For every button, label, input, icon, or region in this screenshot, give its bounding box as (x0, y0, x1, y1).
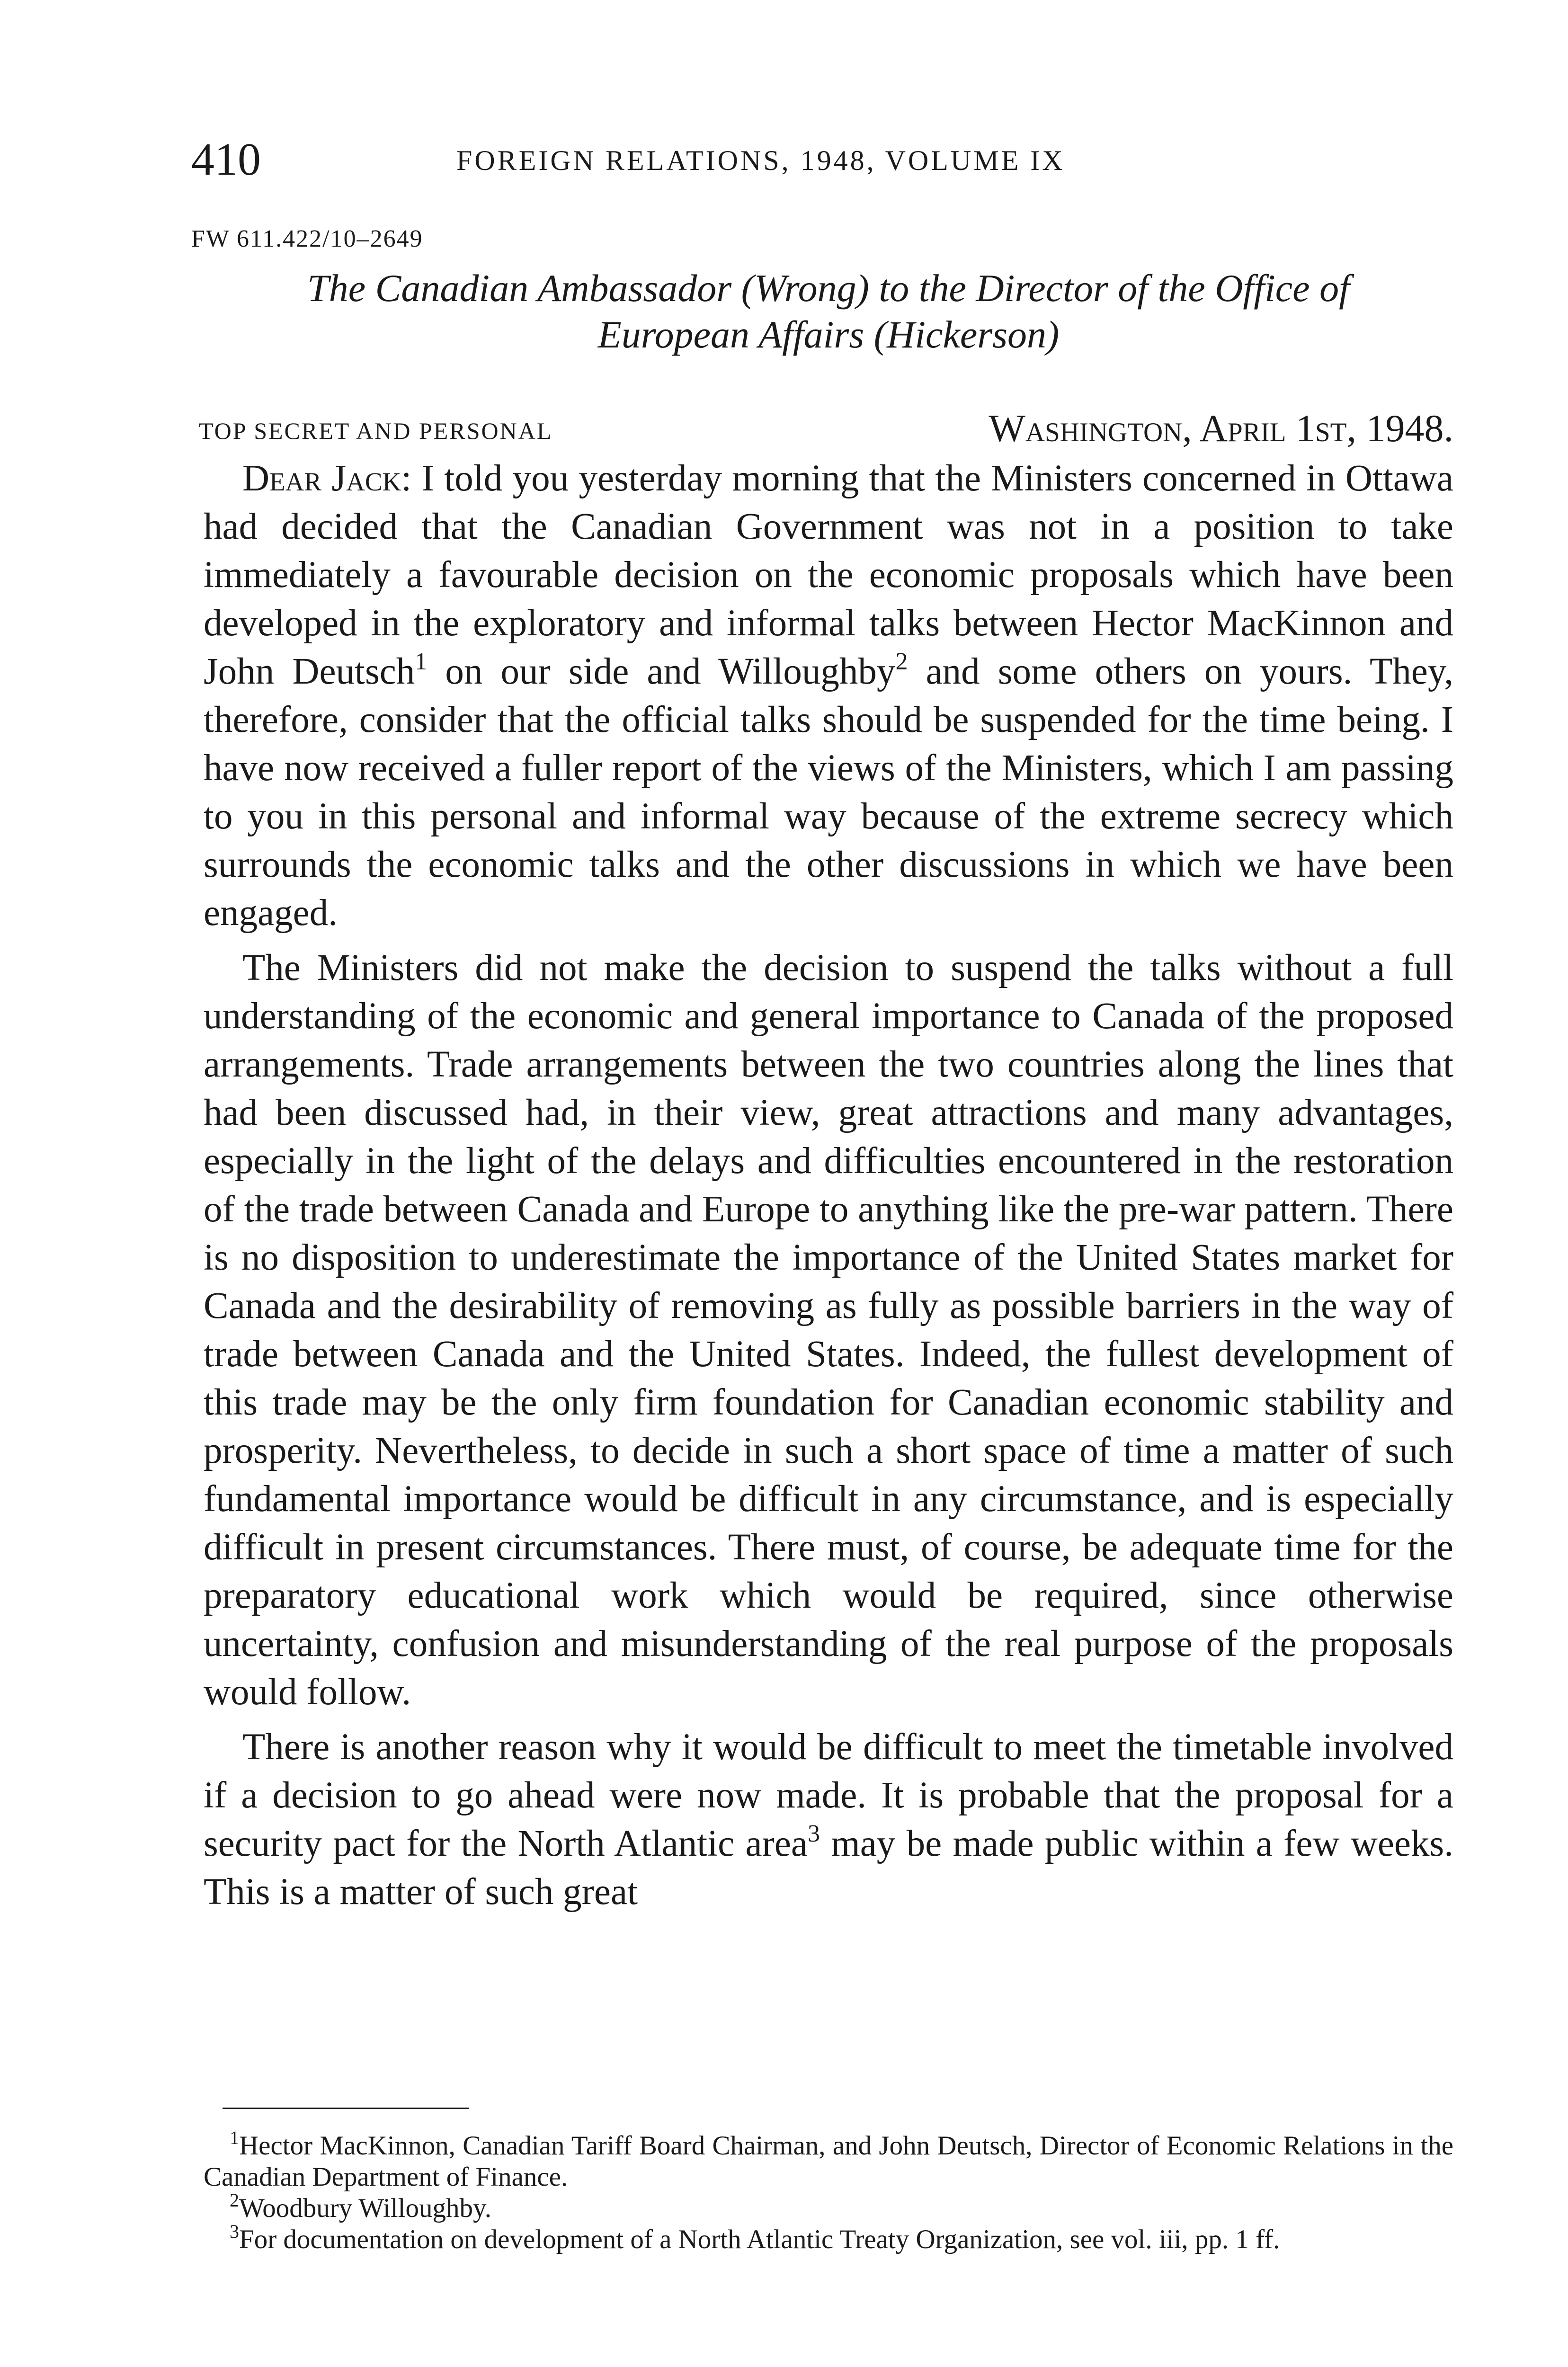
footnote-text: Hector MacKinnon, Canadian Tariff Board Chairman, and John Deutsch, Director of Economic Relations in the Canadian Department of Finance. (204, 2131, 1453, 2192)
footnote-number: 1 (230, 2127, 239, 2148)
paragraph-3 (204, 1723, 1453, 1916)
footnote (204, 2221, 1453, 2255)
running-head: FOREIGN RELATIONS, 1948, VOLUME IX (456, 145, 1065, 176)
footnote-text: For documentation on development of a North Atlantic Treaty Organization, see vol. iii, pp. 1 ff. (239, 2225, 1280, 2254)
classification-line (199, 405, 1453, 452)
footnote (204, 2189, 1453, 2224)
paragraph-3-text-b: may be made public within a few weeks. This is a matter of such great (204, 1823, 1453, 1913)
paragraph-1 (204, 454, 1453, 937)
page-header (191, 133, 1470, 186)
footnote-divider (223, 2108, 469, 2109)
document-title (204, 265, 1453, 358)
footnote-marker-2: 2 (895, 648, 908, 675)
paragraph-2: The Ministers did not make the decision to suspend the talks without a full understanding of the economic and general importance to Canada of the proposed arrangements. Trade arrangements between the two countries along the lines that had been discussed had, in their view, great attractions and many advantages, especially in the light of the delays and difficulties encountered in the restoration of the trade between Canada and Europe to anything like the pre-war pattern. There is no disposition to underestimate the importance of the United States market for Canada and the desirability of removing as fully as possible barriers in the way of trade between Canada and the United States. Indeed, the fullest development of this trade may be the only firm foundation for Canadian economic stability and prosperity. Nevertheless, to decide in such a short space of time a matter of such fundamental importance would be difficult in any circumstance, and is especially difficult in present circumstances. There must, of course, be adequate time for the preparatory educational work which would be required, since otherwise uncertainty, confusion and misunderstanding of the real purpose of the proposals would follow. (204, 947, 1453, 1713)
page-number: 410 (191, 134, 261, 185)
classification-label: TOP SECRET AND PERSONAL (199, 418, 553, 444)
letter-body (204, 454, 1453, 1916)
paragraph-1-text-c: and some others on yours. They, therefore, consider that the official talks should be suspended for the time being. I have now received a fuller report of the views of the Ministers, which I am passing to you in this personal and informal way because of the extreme secrecy which surrounds the economic talks and the other discussions in which we have been engaged. (204, 651, 1453, 934)
footnotes (204, 2127, 1453, 2255)
footnote-number: 3 (230, 2221, 239, 2242)
paragraph-1-text-b: on our side and Willoughby (427, 651, 896, 692)
document-title-line-2: European Affairs (Hickerson) (597, 313, 1060, 356)
footnote-marker-3: 3 (807, 1820, 820, 1847)
footnote-number: 2 (230, 2189, 239, 2211)
document-title-line-1: The Canadian Ambassador (Wrong) to the Director of the Office of (307, 267, 1350, 310)
footnote (204, 2127, 1453, 2193)
dateline: Washington, April 1st, 1948. (989, 407, 1453, 450)
salutation: Dear Jack: (242, 458, 412, 499)
paragraph-1-text-a: I told you yesterday morning that the Ministers concerned in Ottawa had decided that the Canadian Government was not in a position to take immediately a favourable decision on the economic proposals which have been developed in the exploratory and informal talks between Hector MacKinnon and John Deutsch (204, 458, 1453, 692)
footnote-text: Woodbury Willoughby. (239, 2193, 492, 2223)
paragraph-3-text-a: There is another reason why it would be difficult to meet the timetable involved if a decision to go ahead were now made. It is probable that the proposal for a security pact for the North Atlantic area (204, 1726, 1453, 1864)
footnote-marker-1: 1 (415, 648, 428, 675)
file-reference: FW 611.422/10–2649 (191, 225, 423, 252)
